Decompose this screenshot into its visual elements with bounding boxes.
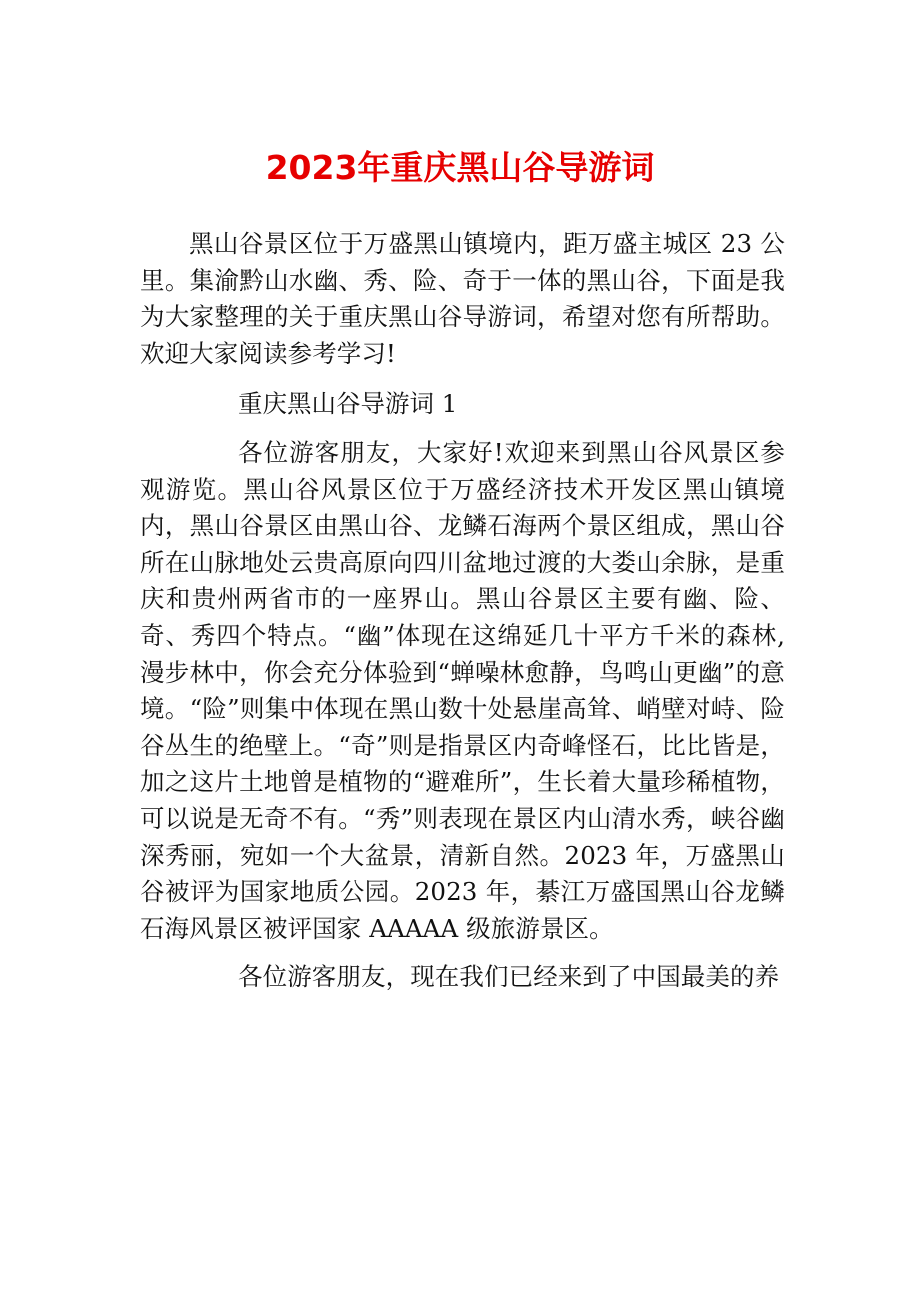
body-paragraph: 各位游客朋友，大家好!欢迎来到黑山谷风景区参观游览。黑山谷风景区位于万盛经济技术开发区黑山镇境内，黑山谷景区由黑山谷、龙鳞石海两个景区组成，黑山谷所在山脉地处云贵高原向四川盆地过渡的大娄山余脉，是重庆和贵州两省市的一座界山。黑山谷景区主要有幽、险、奇、秀四个特点。“幽”体现在这绵延几十平方千米的森林,漫步林中，你会充分体验到“蝉噪林愈静，鸟鸣山更幽”的意境。“险”则集中体现在黑山数十处悬崖高耸、峭壁对峙、险谷丛生的绝壁上。“奇”则是指景区内奇峰怪石，比比皆是，加之这片土地曾是植物的“避难所”，生长着大量珍稀植物，可以说是无奇不有。“秀”则表现在景区内山清水秀，峡谷幽深秀丽，宛如一个大盆景，清新自然。2023 年，万盛黑山谷被评为国家地质公园。2023 年，綦江万盛国黑山谷龙鳞石海风景区被评国家 AAAAA 级旅游景区。: [140, 437, 785, 943]
body-paragraph-continued: 各位游客朋友，现在我们已经来到了中国最美的养: [238, 962, 780, 992]
intro-paragraph: 黑山谷景区位于万盛黑山镇境内，距万盛主城区 23 公里。集渝黔山水幽、秀、险、奇于一体的黑山谷，下面是我为大家整理的关于重庆黑山谷导游词，希望对您有所帮助。欢迎大家阅读参考学习!: [140, 229, 785, 368]
document-body: [140, 226, 785, 996]
document-title: 2023年重庆黑山谷导游词: [265, 148, 655, 187]
section-heading: 重庆黑山谷导游词 1: [238, 389, 458, 419]
